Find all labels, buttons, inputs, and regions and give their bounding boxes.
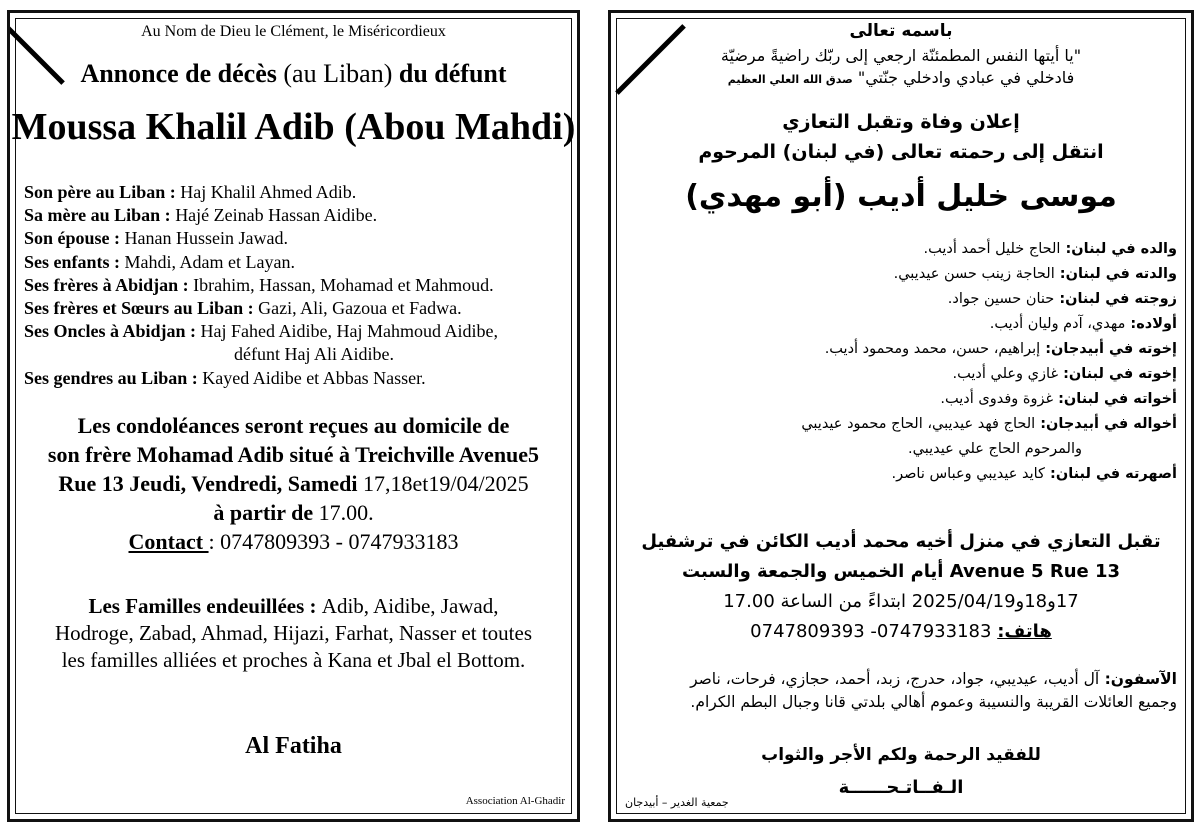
relative-value: والمرحوم الحاج علي عيديبي. xyxy=(908,441,1082,457)
asfoun-line: وجميع العائلات القريبة والنسيبة وعموم أهالي بلدتي قانا وجبال البطم الكرام. xyxy=(690,693,1177,711)
relative-label: أولاده: xyxy=(1125,316,1177,332)
phone-label: هاتف: xyxy=(997,621,1052,642)
deceased-name: Moussa Khalil Adib (Abou Mahdi) xyxy=(11,106,576,148)
phone-values: 0747933183- 0747809393 xyxy=(750,621,998,642)
announcement-title-ar: إعلان وفاة وتقبل التعازي xyxy=(782,111,1020,133)
fam-line: les familles alliées et proches à Kana et Jbal el Bottom. xyxy=(61,648,526,672)
association-fr: Association Al-Ghadir xyxy=(465,795,565,807)
relative-label: أخواله في أبيدجان: xyxy=(1035,416,1177,432)
title-part-b: (au Liban) xyxy=(276,59,399,88)
basmala-ar: باسمه تعالى xyxy=(849,21,953,41)
closing-prayer: للفقيد الرحمة ولكم الأجر والثواب xyxy=(761,745,1041,765)
relative-label: والدته في لبنان: xyxy=(1054,266,1177,282)
relative-value: غزوة وفدوى أديب. xyxy=(940,391,1054,407)
association-ar: جمعية الغدير – أبيدجان xyxy=(625,796,729,809)
relative-row xyxy=(24,367,569,390)
relative-label: Ses frères à Abidjan : xyxy=(24,274,194,295)
relative-value: كايد عيديبي وعباس ناصر. xyxy=(891,466,1045,482)
basmala-fr: Au Nom de Dieu le Clément, le Miséricordieux xyxy=(141,23,446,40)
title-part-a: Annonce de décès xyxy=(80,59,277,88)
relative-value: الحاج فهد عيديبي، الحاج محمود عيديبي xyxy=(801,416,1036,432)
cond-line: Les condoléances seront reçues au domicile de xyxy=(77,413,510,438)
fam-line: Hodroge, Zabad, Ahmad, Hijazi, Farhat, Nasser et toutes xyxy=(54,621,533,645)
fam-label: Les Familles endeuillées : xyxy=(88,594,322,618)
relative-label: أصهرته في لبنان: xyxy=(1044,466,1177,482)
relative-value: إبراهيم، حسن، محمد ومحمود أديب. xyxy=(824,341,1041,357)
relative-label: Ses frères et Sœurs au Liban : xyxy=(24,298,259,319)
relative-value: Mahdi, Adam et Layan. xyxy=(124,251,295,272)
cond-line: son frère Mohamad Adib situé à Treichville Avenue5 xyxy=(47,442,540,467)
announcement-title xyxy=(10,59,577,89)
asfoun-block xyxy=(617,668,1177,714)
contact-phones: : 0747809393 - 0747933183 xyxy=(208,529,459,554)
relative-row xyxy=(24,343,569,366)
asfoun-text: آل أديب، عيديبي، جواد، حدرج، زبد، أحمد، حجازي، فرحات، ناصر xyxy=(690,670,1100,688)
cond-from: à partir de xyxy=(213,500,314,525)
title-part-c: du défunt xyxy=(398,59,507,88)
deceased-name-ar: موسى خليل أديب (أبو مهدي) xyxy=(685,179,1117,214)
relative-row xyxy=(24,251,569,274)
cond-days: Rue 13 Jeudi, Vendredi, Samedi xyxy=(58,471,358,496)
arabic-announcement-panel xyxy=(608,10,1194,822)
relative-row xyxy=(637,337,1177,362)
cond-line xyxy=(10,469,577,498)
verse-suffix: صدق الله العلي العظيم xyxy=(727,73,853,86)
relative-label: إخوته في لبنان: xyxy=(1058,366,1177,382)
relative-label: Sa mère au Liban : xyxy=(24,205,176,226)
relative-label: Ses enfants : xyxy=(24,251,125,272)
phone-line xyxy=(611,617,1191,647)
relative-row xyxy=(637,412,1177,437)
relative-row xyxy=(24,204,569,227)
relative-label: والده في لبنان: xyxy=(1060,241,1177,257)
relative-row xyxy=(637,362,1177,387)
relatives-list-ar xyxy=(637,237,1177,487)
relative-label: Son épouse : xyxy=(24,228,125,249)
relative-value: Kayed Aidibe et Abbas Nasser. xyxy=(202,367,426,388)
relative-value: Haj Khalil Ahmed Adib. xyxy=(180,182,357,202)
contact-label: Contact xyxy=(128,529,209,554)
relative-row xyxy=(24,227,569,250)
relative-value: مهدي، آدم وليان أديب. xyxy=(989,316,1126,332)
contact-line xyxy=(10,527,577,556)
relative-label: Ses gendres au Liban : xyxy=(24,367,203,388)
relative-row xyxy=(24,320,569,343)
cond-time: 17.00. xyxy=(313,500,374,525)
families-block xyxy=(10,593,577,674)
relative-row xyxy=(24,181,569,204)
relatives-list xyxy=(24,181,569,390)
relative-value: Hajé Zeinab Hassan Aidibe. xyxy=(175,205,378,226)
relative-row xyxy=(637,387,1177,412)
relative-row xyxy=(637,437,1177,462)
asfoun-line xyxy=(617,668,1177,691)
relative-row xyxy=(24,274,569,297)
relative-value: الحاجة زينب حسن عيديبي. xyxy=(893,266,1055,282)
relative-label: إخوته في أبيدجان: xyxy=(1040,341,1177,357)
relative-row xyxy=(637,462,1177,487)
cond-line: Avenue 5 Rue 13 أيام الخميس والجمعة والسبت xyxy=(681,561,1121,582)
relative-value: Haj Fahed Aidibe, Haj Mahmoud Aidibe, xyxy=(200,321,498,342)
fatiha-ar: الـفــاتـحــــــة xyxy=(838,777,964,798)
relative-value: الحاج خليل أحمد أديب. xyxy=(923,241,1061,257)
relative-value: غازي وعلي أديب. xyxy=(952,366,1059,382)
verse-text: فادخلي في عبادي وادخلي جنّتي" xyxy=(857,68,1075,87)
relative-row xyxy=(637,237,1177,262)
condolences-block xyxy=(10,411,577,556)
verse-line: "يا أيتها النفس المطمئنّة ارجعي إلى ربّك راضيةً مرضيّة xyxy=(720,46,1082,65)
fatiha-fr: Al Fatiha xyxy=(245,733,342,759)
condolences-block-ar xyxy=(611,527,1191,647)
cond-line: تقبل التعازي في منزل أخيه محمد أديب الكائن في ترشفيل xyxy=(641,531,1161,552)
relative-label: Son père au Liban : xyxy=(24,182,181,202)
verse-line xyxy=(611,67,1191,91)
moved-line-ar: انتقل إلى رحمته تعالى (في لبنان) المرحوم xyxy=(698,141,1104,163)
relative-label: أخواته في لبنان: xyxy=(1053,391,1177,407)
relative-value: حنان حسين جواد. xyxy=(947,291,1055,307)
quran-verse xyxy=(611,45,1191,91)
relative-value: Ibrahim, Hassan, Mohamad et Mahmoud. xyxy=(193,274,494,295)
fam-text: Adib, Aidibe, Jawad, xyxy=(321,594,499,618)
relative-label: Ses Oncles à Abidjan : xyxy=(24,321,201,342)
fam-line xyxy=(10,593,577,620)
cond-line xyxy=(10,498,577,527)
relative-value: Hanan Hussein Jawad. xyxy=(124,228,288,249)
cond-dates: 17,18et19/04/2025 xyxy=(357,471,529,496)
relative-row xyxy=(637,287,1177,312)
cond-line: 17و18و2025/04/19 ابتداءً من الساعة 17.00 xyxy=(723,591,1079,612)
asfoun-label: الآسفون: xyxy=(1099,670,1177,688)
relative-value: Gazi, Ali, Gazoua et Fadwa. xyxy=(258,298,462,319)
relative-row xyxy=(637,312,1177,337)
relative-label: زوجته في لبنان: xyxy=(1054,291,1177,307)
relative-value: défunt Haj Ali Aidibe. xyxy=(234,344,394,365)
relative-row xyxy=(24,297,569,320)
french-announcement-panel xyxy=(7,10,580,822)
relative-row xyxy=(637,262,1177,287)
